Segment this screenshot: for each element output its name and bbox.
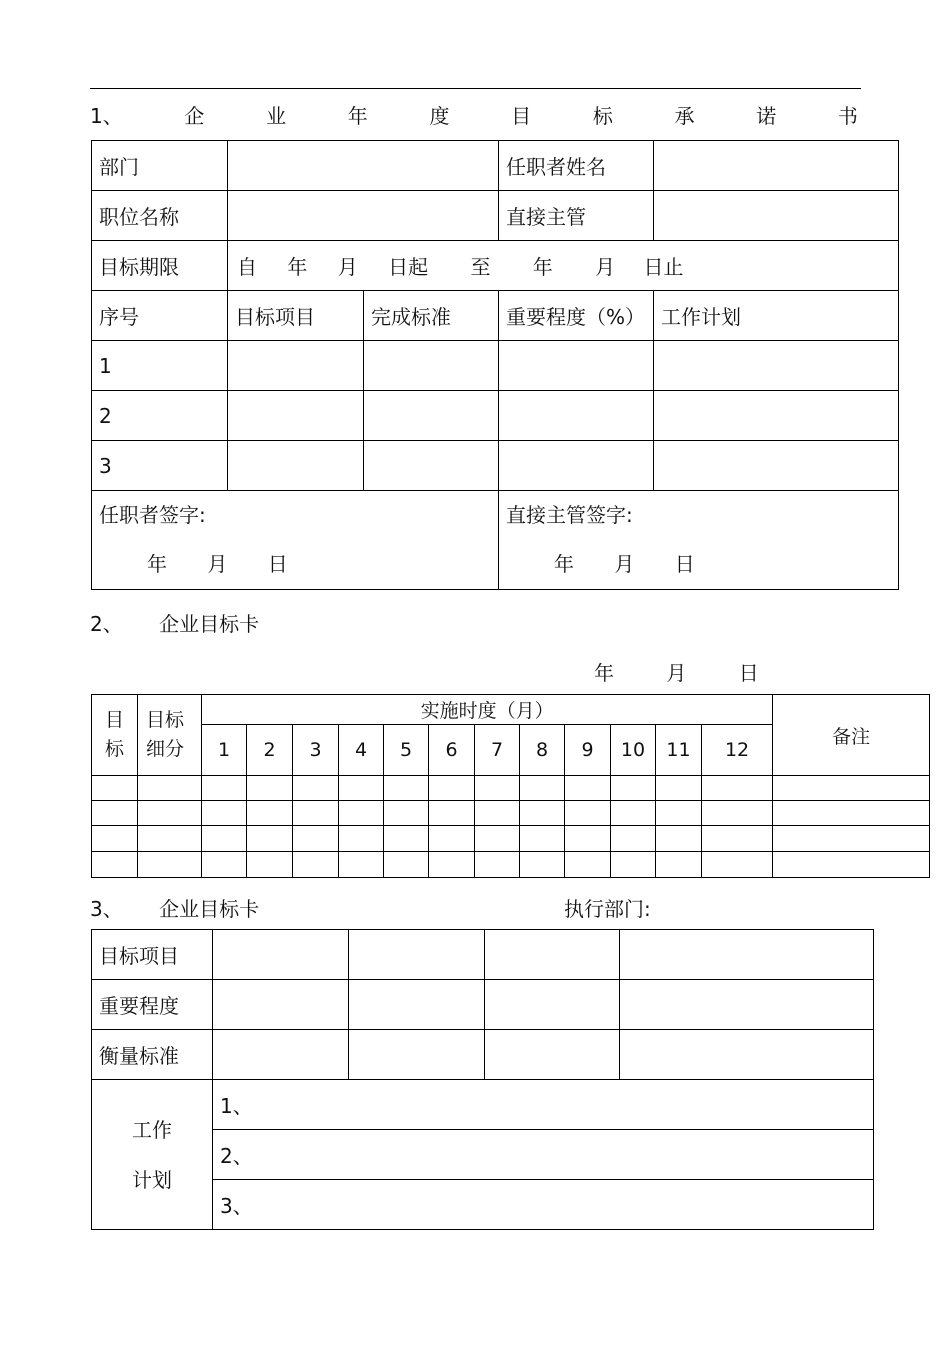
grid-cell[interactable]	[202, 826, 247, 852]
table-row	[92, 852, 930, 878]
supervisor-field[interactable]	[654, 191, 899, 241]
table-row	[92, 441, 899, 491]
grid-cell[interactable]	[429, 801, 475, 826]
work-plan-cell[interactable]	[654, 391, 899, 441]
grid-cell[interactable]	[138, 801, 202, 826]
grid-cell[interactable]	[485, 1030, 620, 1080]
grid-cell[interactable]	[520, 826, 565, 852]
grid-cell[interactable]	[475, 826, 520, 852]
holder-name-field[interactable]	[654, 141, 899, 191]
goal-item-cell[interactable]	[228, 391, 364, 441]
grid-cell[interactable]	[475, 852, 520, 878]
grid-cell[interactable]	[773, 852, 930, 878]
month-header: 10	[611, 725, 656, 776]
grid-cell[interactable]	[202, 776, 247, 801]
month-header: 1	[202, 725, 247, 776]
grid-cell[interactable]	[620, 980, 874, 1030]
row-number: 3	[92, 441, 228, 491]
plan-item[interactable]: 3、	[213, 1180, 874, 1230]
dept-label: 部门	[92, 141, 228, 191]
table-row	[92, 341, 899, 391]
col-header: 完成标准	[364, 291, 499, 341]
grid-cell[interactable]	[384, 801, 429, 826]
period-field[interactable]	[228, 241, 899, 291]
table-header-row	[92, 291, 899, 341]
table-row	[92, 141, 899, 191]
section1-number: 1、	[90, 104, 123, 128]
title-char: 企	[184, 104, 205, 128]
table-row	[92, 801, 930, 826]
month-header: 9	[565, 725, 611, 776]
grid-cell[interactable]	[773, 826, 930, 852]
grid-cell[interactable]	[384, 776, 429, 801]
grid-cell[interactable]	[384, 826, 429, 852]
date-part: 年	[147, 552, 167, 576]
title-char: 年	[347, 104, 368, 128]
dept-field[interactable]	[228, 141, 499, 191]
grid-cell[interactable]	[339, 776, 384, 801]
table-row	[92, 191, 899, 241]
period-part: 月	[595, 255, 616, 279]
grid-cell[interactable]	[656, 826, 702, 852]
month-header: 6	[429, 725, 475, 776]
table-row	[92, 391, 899, 441]
section1-heading	[90, 100, 858, 129]
period-part: 月	[337, 255, 358, 279]
title-char: 书	[837, 104, 858, 128]
grid-cell[interactable]	[339, 826, 384, 852]
supervisor-sign-label: 直接主管签字:	[506, 503, 633, 527]
grid-cell[interactable]	[611, 826, 656, 852]
work-plan-label-line: 计划	[132, 1167, 172, 1192]
col-header: 工作计划	[654, 291, 899, 341]
grid-cell[interactable]	[213, 1030, 349, 1080]
table-row	[92, 1080, 874, 1130]
grid-cell[interactable]	[293, 852, 339, 878]
position-label: 职位名称	[92, 191, 228, 241]
grid-cell[interactable]	[475, 801, 520, 826]
top-rule	[90, 88, 861, 89]
signature-row	[92, 491, 899, 590]
importance-cell[interactable]	[499, 441, 654, 491]
row-number: 1	[92, 341, 228, 391]
grid-cell[interactable]	[384, 852, 429, 878]
grid-cell[interactable]	[702, 801, 773, 826]
grid-cell[interactable]	[656, 801, 702, 826]
date-part: 年	[554, 552, 574, 576]
month-header: 3	[293, 725, 339, 776]
work-plan-cell[interactable]	[654, 441, 899, 491]
grid-cell[interactable]	[611, 776, 656, 801]
period-part: 自	[237, 255, 257, 279]
grid-cell[interactable]	[475, 776, 520, 801]
date-part: 年	[594, 661, 614, 685]
table-row	[92, 1030, 874, 1080]
grid-cell[interactable]	[565, 776, 611, 801]
row-label: 重要程度	[92, 980, 213, 1030]
grid-cell[interactable]	[92, 826, 138, 852]
grid-cell[interactable]	[138, 826, 202, 852]
grid-cell[interactable]	[202, 801, 247, 826]
grid-cell[interactable]	[520, 776, 565, 801]
remarks-header: 备注	[773, 695, 930, 776]
month-header: 5	[384, 725, 429, 776]
holder-name-label: 任职者姓名	[499, 141, 654, 191]
table-row	[92, 980, 874, 1030]
col-goal-detail: 目标 细分	[138, 695, 202, 776]
grid-cell[interactable]	[293, 826, 339, 852]
period-part: 至	[470, 255, 491, 279]
grid-cell[interactable]	[247, 801, 293, 826]
date-part: 月	[666, 661, 687, 685]
exec-dept-label: 执行部门:	[564, 897, 651, 921]
standard-cell[interactable]	[364, 391, 499, 441]
work-plan-label-line: 工作	[132, 1117, 172, 1142]
grid-cell[interactable]	[620, 1030, 874, 1080]
goal-card-plan-table	[91, 929, 874, 1230]
month-header: 7	[475, 725, 520, 776]
row-number: 2	[92, 391, 228, 441]
section2-date	[594, 657, 759, 686]
importance-cell[interactable]	[499, 391, 654, 441]
work-plan-label	[92, 1080, 213, 1230]
grid-cell[interactable]	[247, 776, 293, 801]
grid-cell[interactable]	[429, 852, 475, 878]
standard-cell[interactable]	[364, 441, 499, 491]
col-header: 重要程度（%）	[499, 291, 654, 341]
grid-cell[interactable]	[213, 980, 349, 1030]
plan-item[interactable]: 1、	[213, 1080, 874, 1130]
grid-cell[interactable]	[773, 776, 930, 801]
period-part: 日起	[388, 255, 429, 279]
table-row	[92, 241, 899, 291]
grid-cell[interactable]	[247, 852, 293, 878]
grid-cell[interactable]	[485, 930, 620, 980]
section3-number: 3、	[90, 897, 123, 921]
work-plan-cell[interactable]	[654, 341, 899, 391]
table-row	[92, 776, 930, 801]
title-char: 目	[511, 104, 532, 128]
goal-card-table	[91, 694, 930, 878]
period-part: 年	[532, 255, 553, 279]
grid-cell[interactable]	[611, 801, 656, 826]
grid-cell[interactable]	[702, 852, 773, 878]
section2-heading	[90, 608, 259, 637]
holder-sign-date	[99, 540, 498, 589]
section3-title: 企业目标卡	[159, 897, 260, 921]
table-row	[92, 826, 930, 852]
holder-sign-label: 任职者签字:	[99, 503, 206, 527]
grid-cell[interactable]	[520, 852, 565, 878]
month-header: 4	[339, 725, 384, 776]
supervisor-signature-cell[interactable]	[499, 491, 899, 590]
period-part: 日止	[643, 255, 684, 279]
grid-cell[interactable]	[349, 980, 485, 1030]
grid-cell[interactable]	[339, 852, 384, 878]
title-char: 诺	[756, 104, 777, 128]
supervisor-sign-date	[506, 540, 898, 589]
row-label: 目标项目	[92, 930, 213, 980]
table-header-row	[92, 695, 930, 725]
goal-item-cell[interactable]	[228, 441, 364, 491]
goal-item-cell[interactable]	[228, 341, 364, 391]
date-part: 日	[267, 552, 288, 576]
supervisor-label: 直接主管	[499, 191, 654, 241]
title-char: 度	[429, 104, 450, 128]
grid-cell[interactable]	[92, 801, 138, 826]
table-row	[92, 930, 874, 980]
col-header: 目标项目	[228, 291, 364, 341]
time-header: 实施时度（月）	[202, 695, 773, 725]
title-char: 标	[592, 104, 613, 128]
month-header: 12	[702, 725, 773, 776]
title-char: 承	[674, 104, 695, 128]
grid-cell[interactable]	[656, 852, 702, 878]
date-part: 月	[614, 552, 635, 576]
grid-cell[interactable]	[138, 776, 202, 801]
grid-cell[interactable]	[656, 776, 702, 801]
grid-cell[interactable]	[339, 801, 384, 826]
grid-cell[interactable]	[349, 1030, 485, 1080]
plan-item[interactable]: 2、	[213, 1130, 874, 1180]
grid-cell[interactable]	[429, 826, 475, 852]
grid-cell[interactable]	[92, 852, 138, 878]
month-header: 8	[520, 725, 565, 776]
grid-cell[interactable]	[620, 930, 874, 980]
grid-cell[interactable]	[202, 852, 247, 878]
position-field[interactable]	[228, 191, 499, 241]
grid-cell[interactable]	[702, 776, 773, 801]
col-header: 序号	[92, 291, 228, 341]
grid-cell[interactable]	[429, 776, 475, 801]
holder-signature-cell[interactable]	[92, 491, 499, 590]
grid-cell[interactable]	[293, 776, 339, 801]
grid-cell[interactable]	[611, 852, 656, 878]
date-part: 日	[738, 661, 759, 685]
row-label: 衡量标准	[92, 1030, 213, 1080]
date-part: 日	[674, 552, 695, 576]
importance-cell[interactable]	[499, 341, 654, 391]
date-part: 月	[207, 552, 228, 576]
period-part: 年	[287, 255, 308, 279]
grid-cell[interactable]	[213, 930, 349, 980]
grid-cell[interactable]	[485, 980, 620, 1030]
grid-cell[interactable]	[565, 826, 611, 852]
title-char: 业	[266, 104, 287, 128]
grid-cell[interactable]	[702, 826, 773, 852]
grid-cell[interactable]	[293, 801, 339, 826]
month-header: 11	[656, 725, 702, 776]
grid-cell[interactable]	[773, 801, 930, 826]
grid-cell[interactable]	[247, 826, 293, 852]
grid-cell[interactable]	[349, 930, 485, 980]
grid-cell[interactable]	[520, 801, 565, 826]
standard-cell[interactable]	[364, 341, 499, 391]
section3-heading	[90, 893, 259, 922]
grid-cell[interactable]	[138, 852, 202, 878]
month-header: 2	[247, 725, 293, 776]
col-goal: 目 标	[92, 695, 138, 776]
grid-cell[interactable]	[92, 776, 138, 801]
period-label: 目标期限	[92, 241, 228, 291]
section2-number: 2、	[90, 612, 123, 636]
section2-title: 企业目标卡	[159, 612, 260, 636]
grid-cell[interactable]	[565, 852, 611, 878]
annual-goal-commitment-table	[91, 140, 899, 590]
grid-cell[interactable]	[565, 801, 611, 826]
